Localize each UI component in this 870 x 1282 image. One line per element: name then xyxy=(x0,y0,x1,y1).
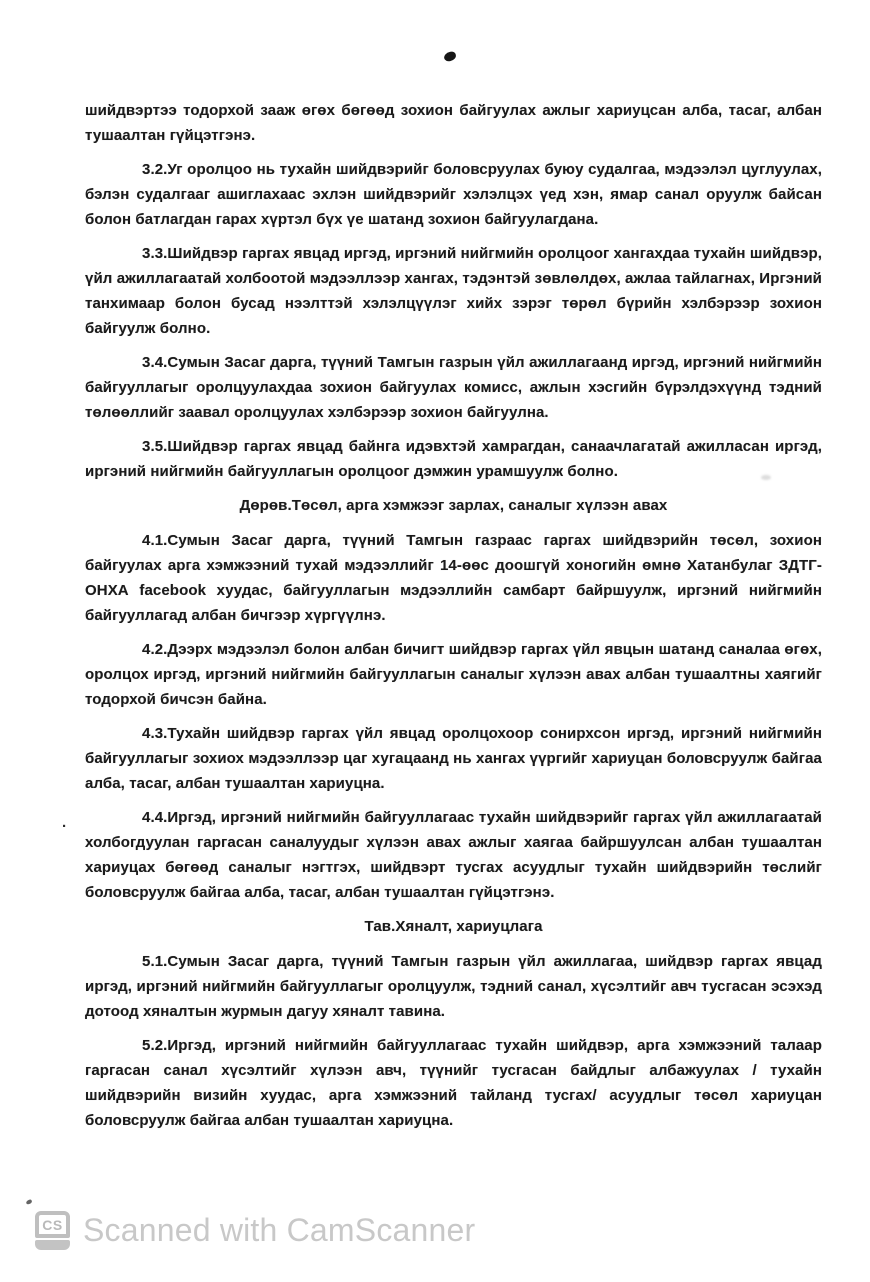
paragraph-3-2: 3.2.Уг оролцоо нь тухайн шийдвэрийг боловсруулах буюу судалгаа, мэдээлэл цуглуулах, бэлэн судалгааг ашиглахаас эхлэн шийдвэрийг хэлэлцэх үед хэн, ямар санал оруулж байсан болон батлагдан гарах хүртэл бүх үе шатанд зохион байгуулагдана. xyxy=(85,161,822,228)
paragraph-4-4: 4.4.Иргэд, иргэний нийгмийн байгууллагаас тухайн шийдвэрийг гаргах үйл ажиллагаатай холбогдуулан гаргасан саналуудыг хүлээн авах ажлыг хаягаа байршуулсан албан тушаалтан хариуцах бөгөөд саналыг нэгтгэх, шийдвэрт тусгах асуудлыг тухайн шийдвэрийн төслийг боловсруулж байгаа алба, тасаг, албан тушаалтан гүйцэтгэнэ. xyxy=(85,809,822,901)
paragraph-5-2: 5.2.Иргэд, иргэний нийгмийн байгууллагаас тухайн шийдвэр, арга хэмжээний талаар гаргасан санал хүсэлтийг хүлээн авч, түүнийг тусгасан байдлыг албажуулах / тухайн шийдвэрийн визийн хуудас, арга хэмжээний тайланд тусгах/ асуудлыг төсөл хариуцан боловсруулж байгаа албан тушаалтан хариуцна. xyxy=(85,1037,822,1129)
stray-period-artifact: . xyxy=(62,814,67,831)
paragraph-4-3: 4.3.Тухайн шийдвэр гаргах үйл явцад оролцохоор сонирхсон иргэд, иргэний нийгмийн байгууллагыг зохиох мэдээллээр цаг хугацаанд нь хангах үүргийг хариуцан боловсруулж байгаа алба, тасаг, албан тушаалтан хариуцна. xyxy=(85,725,822,792)
paragraph-3-3: 3.3.Шийдвэр гаргах явцад иргэд, иргэний нийгмийн оролцоог хангахдаа тухайн шийдвэр, үйл ажиллагаатай холбоотой мэдээллээр хангах, тэдэнтэй зөвлөлдөх, ажлаа тайлагнах, Иргэний танхимаар болон бусад нээлттэй хэлэлцүүлэг хийх зэрэг төрөл бүрийн хэлбэрээр зохион байгуулж болно. xyxy=(85,245,822,337)
camscanner-logo-base xyxy=(35,1240,70,1250)
document-body xyxy=(85,98,822,1142)
section-heading-five: Тав.Хяналт, хариуцлага xyxy=(364,918,543,935)
smudge-artifact xyxy=(761,475,771,480)
watermark-label: Scanned with CamScanner xyxy=(83,1212,476,1248)
paragraph-5-1: 5.1.Сумын Засаг дарга, түүний Тамгын газрын үйл ажиллагаа, шийдвэр гаргах явцад иргэд, иргэний нийгмийн байгууллагыг оролцуулж, тэдний санал, хүсэлтийг авч тусгасан эсэхэд дотоод хяналтын журмын дагуу хяналт тавина. xyxy=(85,953,822,1020)
ink-dot-artifact xyxy=(443,51,457,62)
section-heading-four: Дөрөв.Төсөл, арга хэмжээг зарлах, саналыг хүлээн авах xyxy=(239,497,668,514)
pen-mark-artifact xyxy=(25,1199,32,1205)
paragraph-4-2: 4.2.Дээрх мэдээлэл болон албан бичигт шийдвэр гаргах үйл явцын шатанд саналаа өгөх, оролцох иргэд, иргэний нийгмийн байгууллагын саналыг хүлээн авах албан тушаалтны хаягийг тодорхой бичсэн байна. xyxy=(85,641,822,708)
paragraph-4-1: 4.1.Сумын Засаг дарга, түүний Тамгын газраас гаргах шийдвэрийн төсөл, зохион байгуулах арга хэмжээний тухай мэдээллийг 14-өөс доошгүй хоногийн өмнө Хатанбулаг ЗДТГ-ОНХА facebook хуудас, байгууллагын мэдээллийн самбарт байршуулж, иргэний нийгмийн байгууллагад албан бичгээр хүргүүлнэ. xyxy=(85,532,822,624)
paragraph-3-4: 3.4.Сумын Засаг дарга, түүний Тамгын газрын үйл ажиллагаанд иргэд, иргэний нийгмийн байгууллагыг оролцуулахдаа зохион байгуулах комисс, ажлын хэсгийн бүрэлдэхүүнд тэдний төлөөллийг заавал оролцуулах хэлбэрээр зохион байгуулна. xyxy=(85,354,822,421)
camscanner-logo-letters: CS xyxy=(42,1216,63,1233)
paragraph-continuation: шийдвэртээ тодорхой зааж өгөх бөгөөд зохион байгуулах ажлыг хариуцсан алба, тасаг, албан тушаалтан гүйцэтгэнэ. xyxy=(85,102,822,144)
camscanner-logo-icon xyxy=(35,1211,70,1250)
paragraph-3-5: 3.5.Шийдвэр гаргах явцад байнга идэвхтэй хамрагдан, санаачлагатай ажилласан иргэд, иргэний нийгмийн байгууллагын оролцоог дэмжин урамшуулж болно. xyxy=(85,438,822,480)
camscanner-watermark xyxy=(35,1211,475,1250)
